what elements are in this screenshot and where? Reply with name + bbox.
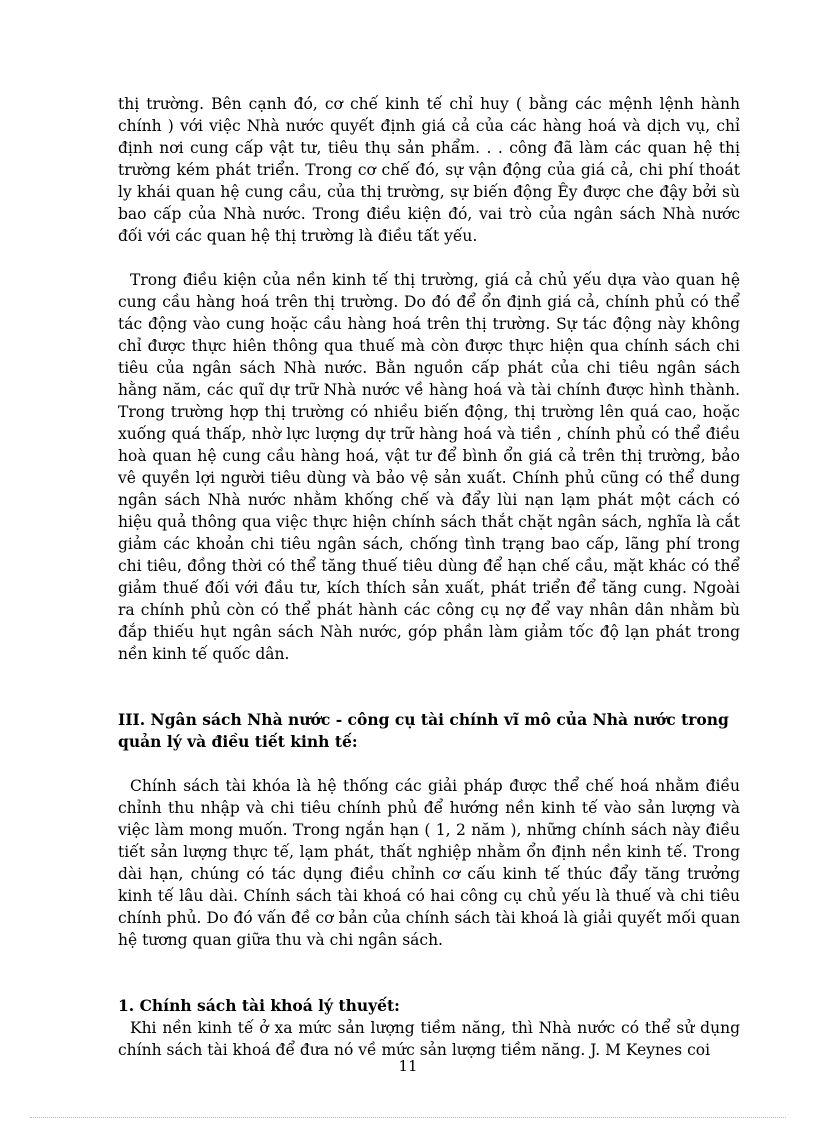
- section-heading-iii: III. Ngân sách Nhà nước - công cụ tài chính vĩ mô của Nhà nước trong quản lý và điều tiết kinh tế:: [118, 710, 729, 751]
- paragraph-price-stabilization: Trong điều kiện của nền kinh tế thị trường, giá cả chủ yếu dựa vào quan hệ cung cầu hàng hoá trên thị trường. Do đó để ổn định giá cả, chính phủ có thể tác động vào cung hoặc cầu hàng hoá trên thị trường. Sự tác động này không chỉ được thực hiên thông qua thuế mà còn được thực hiện qua chính sách chi tiêu của ngân sách Nhà nước. Bằn nguồn cấp phát của chi tiêu ngân sách hằng năm, các quĩ dự trữ Nhà nước về hàng hoá và tài chính được hình thành. Trong trường hợp thị trường có nhiều biến động, thị trường lên quá cao, hoặc xuống quá thấp, nhờ lực lượng dự trữ hàng hoá và tiền , chính phủ có thể điều hoà quan hệ cung cầu hàng hoá, vật tư để bình ổn giá cả trên thị trường, bảo vê quyền lợi người tiêu dùng và bảo vệ sản xuất. Chính phủ cũng có thể dung ngân sách Nhà nước nhằm khống chế và đẩy lùi nạn lạm phát một cách có hiệu quả thông qua việc thực hiện chính sách thắt chặt ngân sách, nghĩa là cắt giảm các khoản chi tiêu ngân sách, chống tình trạng bao cấp, lãng phí trong chi tiêu, đồng thời có thể tăng thuế tiêu dùng để hạn chế cầu, mặt khác có thể giảm thuế đối với đầu tư, kích thích sản xuất, phát triển để tăng cung. Ngoài ra chính phủ còn có thể phát hành các công cụ nợ để vay nhân dân nhằm bù đắp thiếu hụt ngân sách Nàh nước, góp phần làm giảm tốc độ lạn phát trong nền kinh tế quốc dân.: [118, 271, 740, 663]
- paragraph-theoretical-fiscal-policy: Khi nền kinh tế ở xa mức sản lượng tiềm năng, thì Nhà nước có thể sử dụng chính sách tài khoá để đưa nó về mức sản lượng tiềm năng. J. M Keynes coi: [118, 1019, 740, 1059]
- document-page: [118, 93, 740, 1061]
- subsection-heading-1: 1. Chính sách tài khoá lý thuyết:: [118, 996, 400, 1015]
- paragraph-market-relations: thị trường. Bên cạnh đó, cơ chế kinh tế chỉ huy ( bằng các mệnh lệnh hành chính ) với việc Nhà nước quyết định giá cả của các hàng hoá và dịch vụ, chỉ định nơi cung cấp vật tư, tiêu thụ sản phẩm. . . công đã làm các quan hệ thị trường kém phát triển. Trong cơ chế đó, sự vận động của giá cả, chi phí thoát ly khái quan hệ cung cầu, của thị trường, sự biến động Êy được che đậy bởi sù bao cấp của Nhà nước. Trong điều kiện đó, vai trò của ngân sách Nhà nước đối với các quan hệ thị trường là điều tất yếu.: [118, 95, 740, 245]
- paragraph-fiscal-policy: Chính sách tài khóa là hệ thống các giải pháp được thể chế hoá nhằm điều chỉnh thu nhập và chi tiêu chính phủ để hướng nền kinh tế vào sản lượng và việc làm mong muốn. Trong ngắn hạn ( 1, 2 năm ), những chính sách này điều tiết sản lượng thực tế, lạm phát, thất nghiệp nhằm ổn định nền kinh tế. Trong dài hạn, chúng có tác dụng điều chỉnh cơ cấu kinh tế thúc đẩy tăng trưởng kinh tế lâu dài. Chính sách tài khoá có hai công cụ chủ yếu là thuế và chi tiêu chính phủ. Do đó vấn đề cơ bản của chính sách tài khoá là giải quyết mối quan hệ tương quan giữa thu và chi ngân sách.: [118, 777, 740, 949]
- page-bottom-divider: [30, 1117, 786, 1118]
- page-number: 11: [398, 1057, 418, 1075]
